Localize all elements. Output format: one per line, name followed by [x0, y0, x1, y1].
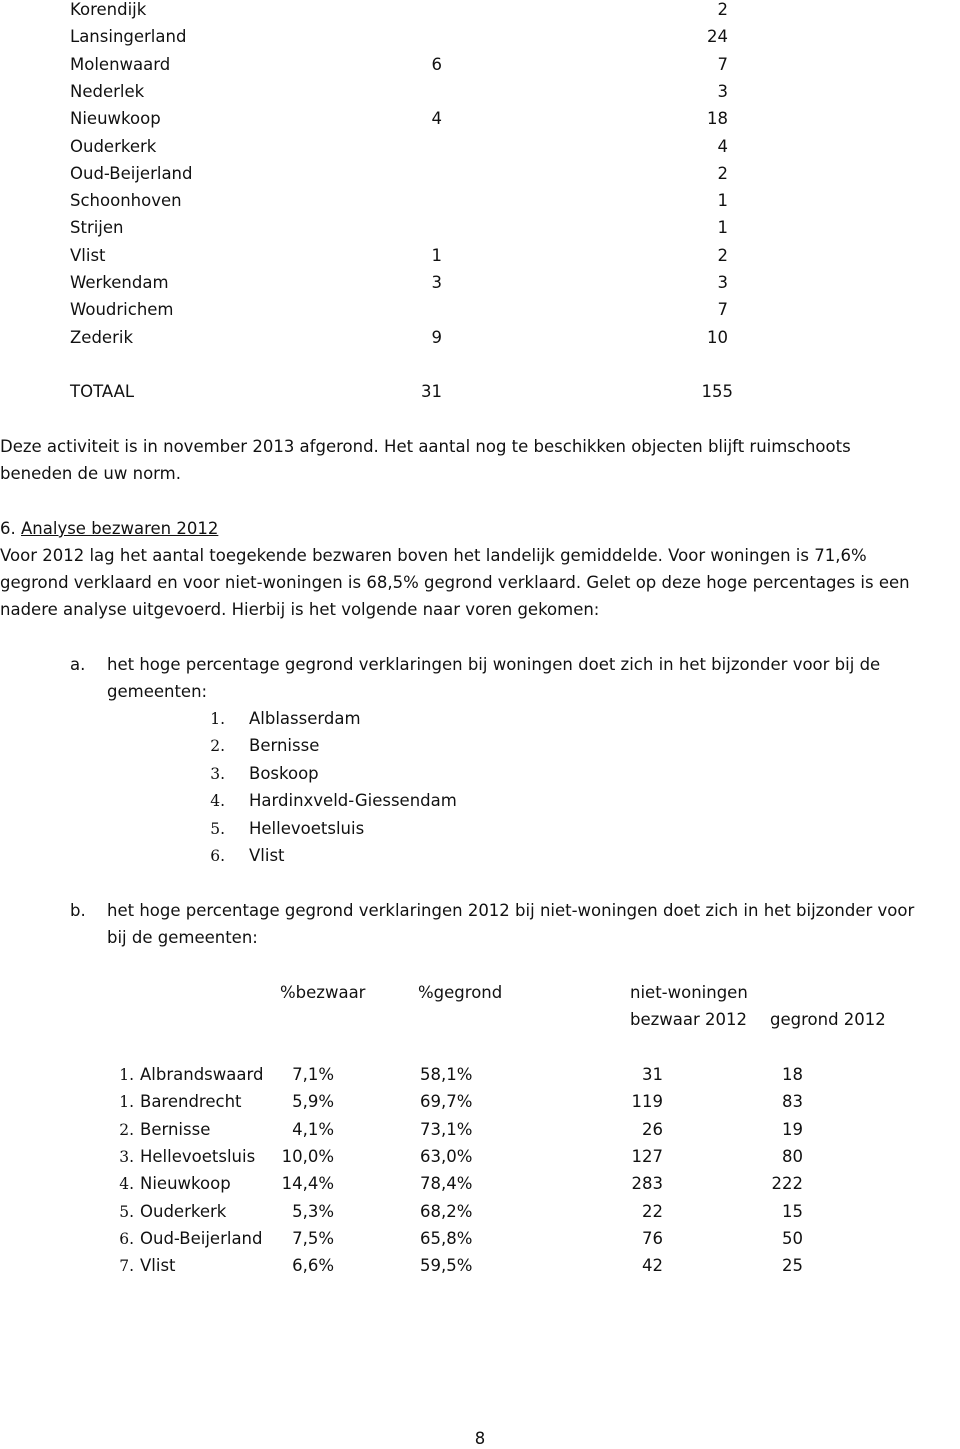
list-number: 6. [210, 847, 225, 865]
row-col2: 18 [707, 109, 728, 129]
header-group: niet-woningen [630, 983, 748, 1002]
table-row-number: 7. [119, 1257, 134, 1276]
table-cell-gegrond: 18 [782, 1065, 803, 1084]
row-col2: 24 [707, 27, 728, 47]
item-line: het hoge percentage gegrond verklaringen 2012 bij niet-woningen doet zich in het bijzonder voor [107, 901, 915, 920]
table-cell-pct-gegrond: 69,7% [420, 1092, 473, 1112]
row-col2: 1 [717, 218, 728, 238]
row-col2: 10 [707, 327, 728, 347]
list-item-name: Bernisse [249, 736, 320, 756]
table-row-name: Nieuwkoop [140, 1174, 231, 1194]
row-col2: 7 [717, 300, 728, 320]
table-row-name: Hellevoetsluis [140, 1146, 256, 1166]
table-cell-pct-bezwaar: 14,4% [281, 1174, 334, 1194]
item-line: het hoge percentage gegrond verklaringen bij woningen doet zich in het bijzonder voor bij de [107, 655, 881, 674]
row-name: Oud-Beijerland [70, 163, 193, 183]
list-number: 5. [210, 819, 225, 838]
section-heading [0, 518, 218, 540]
row-col2: 1 [717, 191, 728, 211]
table-cell-pct-bezwaar: 7,1% [292, 1065, 334, 1084]
row-name: Strijen [70, 218, 124, 238]
table-cell-pct-gegrond: 73,1% [420, 1119, 473, 1139]
header-pct-bezwaar: %bezwaar [280, 983, 366, 1002]
section-line: gegrond verklaard en voor niet-woningen is 68,5% gegrond verklaard. Gelet op deze hoge percentages is een [0, 573, 910, 592]
table-cell-pct-gegrond: 59,5% [420, 1256, 473, 1276]
table-cell-bezwaar: 283 [631, 1174, 663, 1194]
table-row-number: 5. [119, 1202, 134, 1221]
row-name: Nederlek [70, 81, 145, 101]
total-col2: 155 [701, 382, 733, 401]
row-name: Woudrichem [70, 300, 174, 320]
table-cell-pct-gegrond: 58,1% [420, 1065, 473, 1084]
table-cell-bezwaar: 26 [642, 1119, 663, 1139]
header-pct-gegrond: %gegrond [418, 983, 503, 1002]
table-cell-gegrond: 80 [782, 1146, 803, 1166]
table-cell-gegrond: 19 [782, 1119, 803, 1139]
row-name: Zederik [70, 327, 134, 347]
header-sub-gegrond: gegrond 2012 [770, 1010, 886, 1029]
table-cell-pct-bezwaar: 10,0% [281, 1146, 334, 1166]
table-cell-gegrond: 222 [771, 1174, 803, 1194]
table-row-name: Albrandswaard [140, 1065, 264, 1084]
item-marker: a. [70, 655, 86, 674]
table-row-name: Vlist [140, 1256, 176, 1276]
table-row-number: 2. [119, 1120, 134, 1139]
table-cell-pct-bezwaar: 6,6% [292, 1256, 334, 1276]
row-name: Nieuwkoop [70, 109, 161, 129]
table-cell-pct-bezwaar: 5,3% [292, 1201, 334, 1221]
row-col2: 2 [717, 245, 728, 265]
row-col2: 7 [717, 54, 728, 74]
table-row-name: Bernisse [140, 1119, 211, 1139]
table-cell-gegrond: 25 [782, 1256, 803, 1276]
list-number: 1. [210, 710, 225, 728]
table-cell-bezwaar: 31 [642, 1065, 663, 1084]
table-row-number: 3. [119, 1147, 134, 1166]
item-line: bij de gemeenten: [107, 928, 258, 947]
row-col2: 2 [717, 163, 728, 183]
row-name: Vlist [70, 245, 106, 265]
row-col1: 9 [431, 327, 442, 347]
table-cell-pct-bezwaar: 4,1% [292, 1119, 334, 1139]
table-cell-pct-gegrond: 63,0% [420, 1146, 473, 1166]
table-row-name: Barendrecht [140, 1092, 242, 1112]
total-label: TOTAAL [70, 382, 135, 401]
table-cell-bezwaar: 42 [642, 1256, 663, 1276]
paragraph-line: beneden de uw norm. [0, 464, 181, 483]
table-row-number: 4. [119, 1175, 134, 1194]
table-row-number: 6. [119, 1229, 134, 1248]
item-line: gemeenten: [107, 682, 208, 701]
row-col2: 2 [717, 0, 728, 19]
table-cell-bezwaar: 127 [631, 1146, 663, 1166]
row-name: Molenwaard [70, 54, 171, 74]
table-row-name: Oud-Beijerland [140, 1228, 263, 1248]
list-number: 2. [210, 737, 225, 756]
table-cell-gegrond: 15 [782, 1201, 803, 1221]
table-cell-pct-gegrond: 78,4% [420, 1174, 473, 1194]
list-item-name: Vlist [249, 846, 285, 865]
row-col1: 1 [431, 245, 442, 265]
row-col1: 4 [431, 109, 442, 129]
table-row-number: 1. [119, 1066, 134, 1084]
section-number: 6. [0, 519, 16, 538]
item-marker: b. [70, 901, 86, 920]
row-name: Lansingerland [70, 27, 187, 47]
paragraph-line: Deze activiteit is in november 2013 afgerond. Het aantal nog te beschikken objecten blijft ruimschoots [0, 437, 851, 456]
row-name: Schoonhoven [70, 191, 182, 211]
table-cell-gegrond: 83 [782, 1092, 803, 1112]
table-cell-bezwaar: 22 [642, 1201, 663, 1221]
row-col2: 3 [717, 81, 728, 101]
list-item-name: Hellevoetsluis [249, 818, 365, 838]
row-col1: 3 [431, 273, 442, 292]
row-col2: 3 [717, 273, 728, 292]
page-number: 8 [474, 1429, 486, 1448]
table-cell-pct-gegrond: 65,8% [420, 1228, 473, 1248]
list-item-name: Hardinxveld-Giessendam [249, 791, 457, 811]
list-item-name: Boskoop [249, 763, 319, 783]
section-line: nadere analyse uitgevoerd. Hierbij is het volgende naar voren gekomen: [0, 600, 600, 619]
header-sub-bezwaar: bezwaar 2012 [630, 1010, 748, 1029]
row-name: Werkendam [70, 273, 169, 292]
row-col1: 6 [431, 54, 442, 74]
total-col1: 31 [421, 382, 442, 401]
table-cell-pct-bezwaar: 7,5% [292, 1228, 334, 1248]
table-cell-gegrond: 50 [782, 1228, 803, 1248]
table-row-name: Ouderkerk [140, 1201, 227, 1221]
table-cell-pct-gegrond: 68,2% [420, 1201, 473, 1221]
list-number: 4. [210, 792, 225, 811]
section-line: Voor 2012 lag het aantal toegekende bezwaren boven het landelijk gemiddelde. Voor woningen is 71,6% [0, 546, 867, 565]
section-title: Analyse bezwaren 2012 [21, 519, 219, 538]
table-cell-bezwaar: 119 [631, 1092, 663, 1112]
list-number: 3. [210, 764, 225, 783]
table-row-number: 1. [119, 1093, 134, 1112]
row-name: Korendijk [70, 0, 147, 19]
row-name: Ouderkerk [70, 136, 157, 156]
table-cell-pct-bezwaar: 5,9% [292, 1092, 334, 1112]
table-cell-bezwaar: 76 [642, 1228, 663, 1248]
list-item-name: Alblasserdam [249, 709, 361, 728]
row-col2: 4 [717, 136, 728, 156]
